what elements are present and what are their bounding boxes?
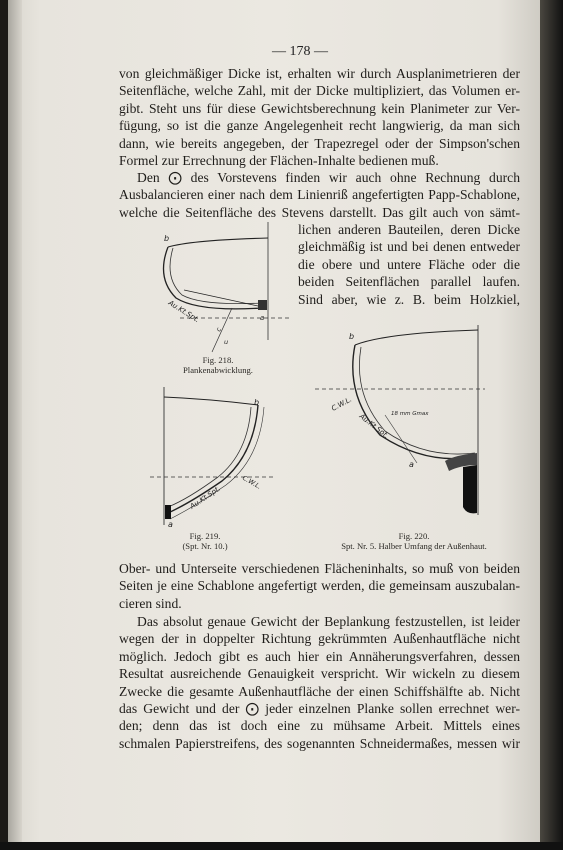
text-line: Seiten je eine Schablone angefertigt werden, die gemeinsam auszubalan- <box>119 578 520 594</box>
page-gutter <box>8 0 22 842</box>
paragraph-2 <box>119 169 520 221</box>
page-edge-shadow <box>540 0 563 850</box>
paragraph-1 <box>119 65 520 169</box>
figure-caption-text: (Spt. Nr. 10.) <box>182 541 228 551</box>
text-line: gibt. Steht uns für diese Gewichtsberechnung kein Planimeter zur Ver- <box>119 100 520 116</box>
text-line: möglich. Jedoch gibt es auch hier ein Annäherungsverfahren, dessen <box>119 648 520 664</box>
figure-caption-number: Fig. 218. <box>202 355 234 365</box>
text-line: den; denn das ist doch eine zu mühsame Arbeit. Mittels eines <box>119 718 520 734</box>
figure-caption-text: Plankenabwicklung. <box>183 365 253 375</box>
text-line: Den ⨀ des Vorstevens finden wir auch ohne Rechnung durch <box>137 170 520 185</box>
text-line: beiden Seitenflächen parallel laufen. <box>298 274 520 290</box>
text-line: die obere und untere Fläche oder die <box>298 256 520 272</box>
figure-label: C.W.L. <box>241 473 263 491</box>
figure-label: a <box>168 520 173 529</box>
figure-caption-number: Fig. 220. <box>398 531 430 541</box>
text-line: Ober- und Unterseite verschiedenen Flächeninhalts, so muß von beiden <box>119 561 520 576</box>
figure-caption-number: Fig. 219. <box>189 531 221 541</box>
figure-label: b <box>254 398 260 407</box>
page-number: — 178 — <box>272 44 328 59</box>
figure-label: b <box>164 234 170 243</box>
figure-219-diagram <box>150 385 275 535</box>
figure-218-diagram <box>140 220 290 355</box>
text-line: von gleichmäßiger Dicke ist, erhalten wir durch Ausplanimetrieren der <box>119 66 520 81</box>
paragraph-2-wrap <box>298 221 520 308</box>
figure-220-caption <box>314 531 514 551</box>
text-line: gleichmäßig ist und bei denen entweder <box>298 239 520 255</box>
figure-219-caption <box>170 531 240 551</box>
figure-label: Au.Kt.Spt. <box>357 412 391 441</box>
text-line: welche die Seitenfläche des Stevens darstellt. Das gilt auch von sämt- <box>119 204 520 220</box>
figure-220-diagram <box>315 325 485 520</box>
text-line: Seitenfläche, welche Zahl, mit der Dicke multipliziert, das Volumen er- <box>119 83 520 99</box>
text-line: cieren sind. <box>119 595 182 611</box>
text-line: schmalen Papierstreifens, des sogenannten Schneidermaßes, messen wir <box>119 735 520 751</box>
paragraph-3 <box>119 560 520 612</box>
figure-label: Au.Kt.Spt. <box>188 484 223 511</box>
text-line: Zwecke die gesamte Außenhautfläche der einen Schiffshälfte ab. Nicht <box>119 683 520 699</box>
figure-label: a <box>409 460 414 469</box>
figure-label: 18 mm Gmax <box>391 411 429 417</box>
text-line: Resultat ausreichende Genauigkeit verspricht. Wir wickeln zu diesem <box>119 666 520 682</box>
text-line: das Gewicht und der ⨀ jeder einzelnen Planke sollen errechnet wer- <box>119 700 520 716</box>
text-line: Ausbalancieren einer nach dem Linienriß angefertigten Papp-Schablone, <box>119 187 520 203</box>
text-line: dann, wie bereits angegeben, der Trapezregel oder der Simpson'schen <box>119 135 520 151</box>
text-line: fügung, so ist die ganze Angelegenheit recht langwierig, da man sich <box>119 118 520 134</box>
text-line: lichen anderen Bauteilen, deren Dicke <box>298 222 520 237</box>
figure-label: C.W.L. <box>330 395 354 413</box>
figure-218-caption <box>168 355 268 375</box>
paragraph-4 <box>119 613 520 752</box>
figure-label: a <box>260 314 265 322</box>
figure-label: Au.Kt.Spt. <box>166 298 201 325</box>
text-line: wegen der in doppelter Richtung gekrümmten Außenhautfläche nicht <box>119 631 520 647</box>
figure-caption-text: Spt. Nr. 5. Halber Umfang der Außenhaut. <box>341 541 487 551</box>
page-bottom-edge <box>0 842 563 850</box>
figure-label: u <box>224 338 229 346</box>
figure-label: b <box>349 332 355 341</box>
figure-label: c <box>214 326 224 333</box>
text-line: Formel zur Errechnung der Flächen-Inhalte bedienen muß. <box>119 152 439 168</box>
text-line: Das absolut genaue Gewicht der Beplankung festzustellen, ist leider <box>137 614 520 629</box>
text-line: Sind aber, wie z. B. beim Holzkiel, <box>298 291 520 307</box>
